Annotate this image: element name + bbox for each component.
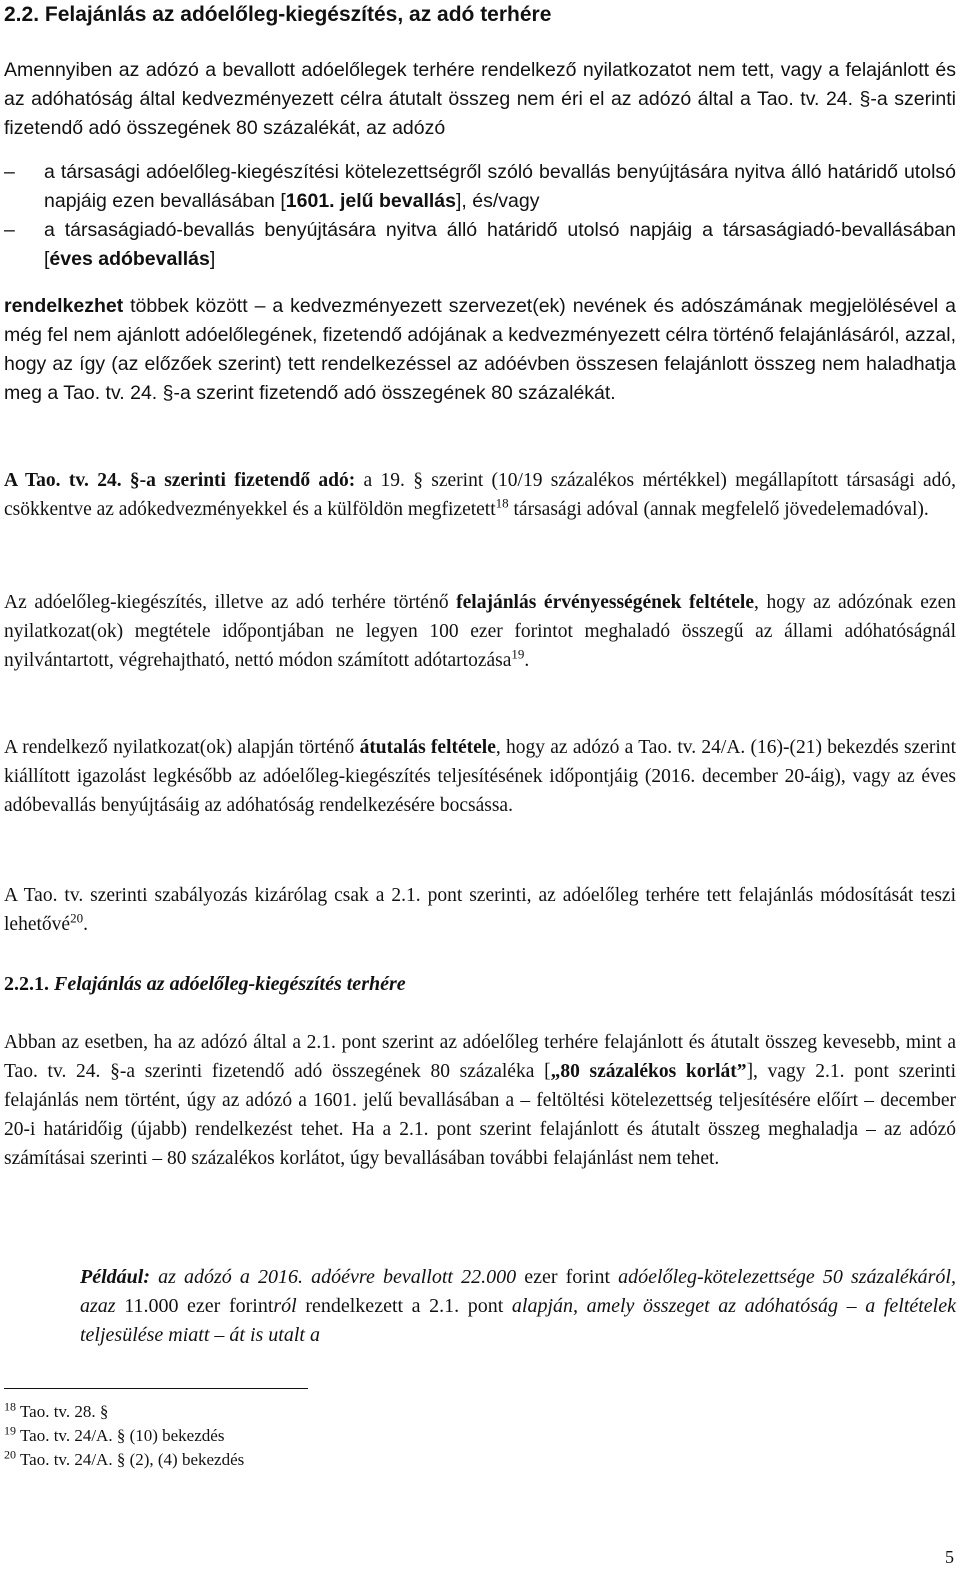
section-heading: 2.2. Felajánlás az adóelőleg-kiegészítés, az adó terhére <box>4 3 552 26</box>
footnote-ref[interactable]: 20 <box>70 910 84 926</box>
regulation-paragraph: A Tao. tv. szerinti szabályozás kizárólag csak a 2.1. pont szerinti, az adóelőleg terhére tett felajánlás módosítását teszi lehetővé$^{20}$. <box>4 885 956 935</box>
footnote-ref[interactable]: 18 <box>495 495 509 511</box>
transfer-paragraph: A rendelkező nyilatkozat(ok) alapján történő átutalás feltétele, hogy az adózó a Tao. tv. 24/A. (16)-(21) bekezdés szerint kiállított igazolást legkésőbb az adóelőleg-kiegészítés teljesítésének időpontjáig (2016. december 20-áig), vagy az éves adóbevallás benyújtásáig az adóhatóság rendelkezésére bocsássa. <box>4 737 956 816</box>
dash-bullet: – <box>4 219 15 241</box>
subsection-heading: 2.2.1. Felajánlás az adóelőleg-kiegészítés terhére <box>4 973 406 995</box>
dash-bullet: – <box>4 161 15 183</box>
footnote: $^{18}$ Tao. tv. 28. § <box>4 1399 109 1421</box>
footnote: $^{20}$ Tao. tv. 24/A. § (2), (4) bekezdés <box>4 1447 245 1469</box>
list-item-text: a társasági adóelőleg-kiegészítési kötelezettségről szóló bevallás benyújtására nyitva álló határidő utolsó napjáig ezen bevallásában [1601. jelű bevallás], és/vagy <box>44 161 956 212</box>
definition-paragraph: A Tao. tv. 24. §-a szerinti fizetendő adó: a 19. § szerint (10/19 százalékos mértékkel) megállapított társasági adó, csökkentve az adókedvezményekkel és a külföldön megfizetett$^{18}$ társasági adóval (annak megfelelő jövedelemadóval). <box>4 470 956 520</box>
footnote: $^{19}$ Tao. tv. 24/A. § (10) bekezdés <box>4 1423 225 1445</box>
rendelkezhet-paragraph: rendelkezhet többek között – a kedvezményezett szervezet(ek) nevének és adószámának megjelölésével a még fel nem ajánlott adóelőlegének, fizetendő adójának a kedvezményezett célra történő felajánlásáról, azzal, hogy az így (az előzőek szerint) tett rendelkezéssel az adóévben összesen felajánlott összeg nem haladhatja meg a Tao. tv. 24. §-a szerint fizetendő adó összegének 80 százalékát. <box>4 295 956 404</box>
list-item-text: a társaságiadó-bevallás benyújtására nyitva álló határidő utolsó napjáig a társaságiadó-bevallásában [éves adóbevallás] <box>44 219 956 270</box>
validity-paragraph: Az adóelőleg-kiegészítés, illetve az adó terhére történő felajánlás érvényességének feltétele, hogy az adózónak ezen nyilatkozat(ok) megtétele időpontjában ne legyen 100 ezer forintot meghaladó összegű az állami adóhatóságnál nyilvántartott, végrehajtható, nettó módon számított adótartozása$^{19}$. <box>4 592 956 671</box>
page-number: 5 <box>945 1547 954 1567</box>
footnote-divider <box>4 1388 308 1389</box>
list-item <box>4 158 956 216</box>
limit-paragraph: Abban az esetben, ha az adózó által a 2.1. pont szerint az adóelőleg terhére felajánlott és átutalt összeg kevesebb, mint a Tao. tv. 24. §-a szerinti fizetendő adó összegének 80 százaléka [„80 százalékos korlát”], vagy 2.1. pont szerinti felajánlás nem történt, úgy az adózó a 1601. jelű bevallásában a – feltöltési kötelezettség teljesítésére előírt – december 20-i határidőig (újabb) rendelkezést tehet. Ha a 2.1. pont szerint felajánlott és átutalt összeg meghaladja – az adózó számításai szerinti – 80 százalékos korlátot, úgy bevallásában további felajánlást nem tehet. <box>4 1032 956 1169</box>
list-item <box>4 216 956 274</box>
footnote-ref[interactable]: 19 <box>511 646 525 662</box>
example-paragraph: Például: az adózó a 2016. adóévre bevallott 22.000 ezer forint adóelőleg-kötelezettsége 50 százalékáról, azaz 11.000 ezer forintról rendelkezett a 2.1. pont alapján, amely összeget az adóhatóság – a feltételek teljesülése miatt – át is utalt a <box>80 1266 956 1346</box>
intro-paragraph: Amennyiben az adózó a bevallott adóelőlegek terhére rendelkező nyilatkozatot nem tett, vagy a felajánlott és az adóhatóság által kedvezményezett célra átutalt összeg nem éri el az adózó által a Tao. tv. 24. §-a szerinti fizetendő adó összegének 80 százalékát, az adózó <box>4 59 956 139</box>
